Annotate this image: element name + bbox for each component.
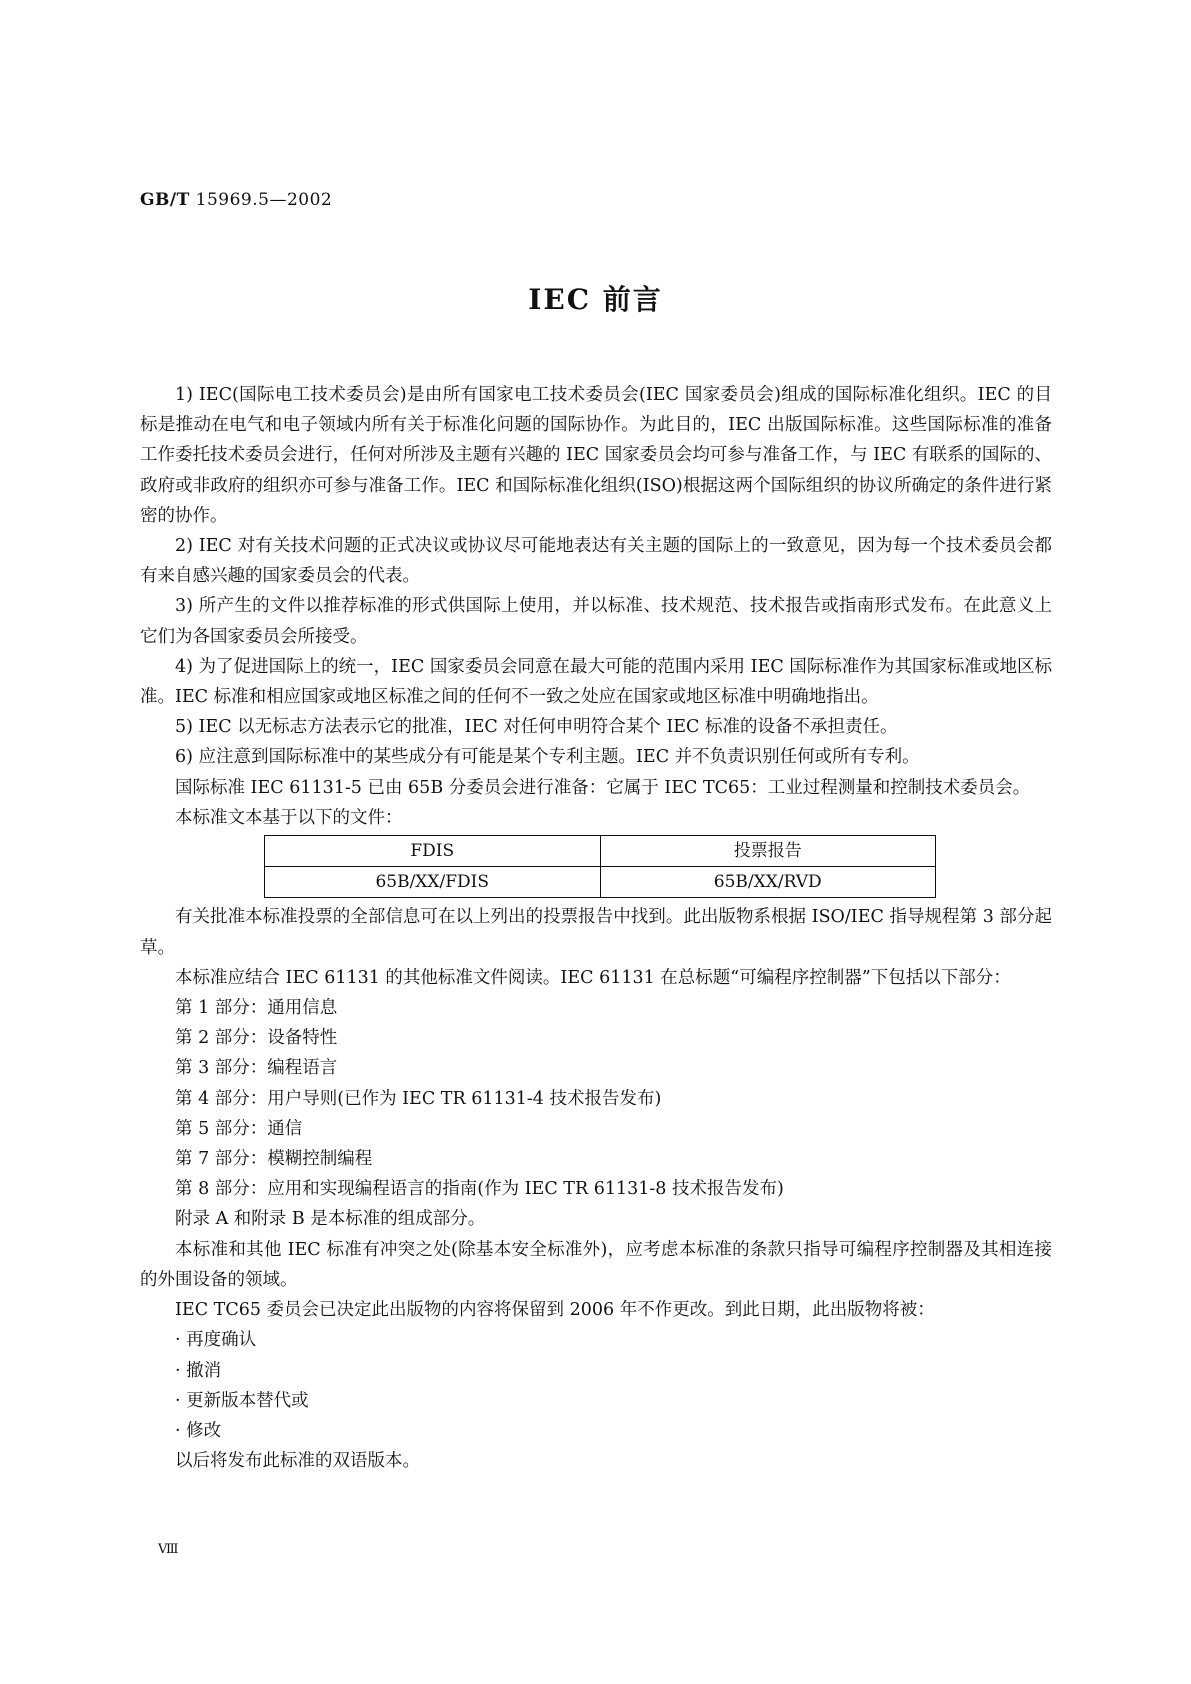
annex-paragraph: 附录 A 和附录 B 是本标准的组成部分。: [175, 1209, 486, 1230]
clause-6: 6) 应注意到国际标准中的某些成分有可能是某个专利主题。IEC 并不负责识别任何或所有专利。: [175, 747, 920, 768]
clause-3: 3) 所产生的文件以推荐标准的形式供国际上使用，并以标准、技术规范、技术报告或指南形式发布。在此意义上它们为各国家委员会所接受。: [140, 596, 1052, 647]
table-cell-fdis: 65B/XX/FDIS: [265, 867, 601, 898]
voting-info-paragraph: 有关批准本标准投票的全部信息可在以上列出的投票报告中找到。此出版物系根据 ISO/IEC 指导规程第 3 部分起草。: [140, 907, 1052, 958]
part-list-item: 第 5 部分：通信: [175, 1118, 303, 1139]
clause-4: 4) 为了促进国际上的统一，IEC 国家委员会同意在最大可能的范围内采用 IEC 国际标准作为其国家标准或地区标准。IEC 标准和相应国家或地区标准之间的任何不一致之处应在国家或地区标准中明确地指出。: [140, 656, 1052, 708]
bullet-item: · 修改: [175, 1420, 222, 1441]
bullet-item: · 更新版本替代或: [175, 1390, 309, 1411]
documents-intro: 本标准文本基于以下的文件：: [175, 807, 403, 828]
bilingual-note: 以后将发布此标准的双语版本。: [175, 1451, 420, 1472]
clause-1: 1) IEC(国际电工技术委员会)是由所有国家电工技术委员会(IEC 国家委员会)组成的国际标准化组织。IEC 的目标是推动在电气和电子领域内所有关于标准化问题的国际协作。为此目的，IEC 出版国际标准。这些国际标准的准备工作委托技术委员会进行，任何对所涉及主题有兴趣的 IEC 国家委员会均可参与准备工作，与 IEC 有联系的国际的、政府或非政府的组织亦可参与准备工作。IEC 和国际标准化组织(ISO)根据这两个国际组织的协议所确定的条件进行紧密的协作。: [140, 385, 1052, 526]
bullet-item: · 再度确认: [175, 1330, 257, 1351]
part-list-item: 第 3 部分：编程语言: [175, 1058, 338, 1079]
standard-number-header: [140, 190, 332, 210]
conflict-paragraph: 本标准和其他 IEC 标准有冲突之处(除基本安全标准外)，应考虑本标准的条款只指导可编程序控制器及其相连接的外围设备的领域。: [140, 1239, 1052, 1290]
documents-table: [264, 835, 936, 898]
page-title: IEC 前言: [528, 283, 663, 316]
preparation-paragraph: 国际标准 IEC 61131-5 已由 65B 分委员会进行准备：它属于 IEC TC65：工业过程测量和控制技术委员会。: [175, 777, 1031, 798]
table-cell-rvd: 65B/XX/RVD: [600, 867, 936, 898]
table-header-fdis: FDIS: [265, 836, 601, 867]
bullet-item: · 撤消: [175, 1360, 222, 1381]
table-row: [265, 867, 936, 898]
standard-number: 15969.5—2002: [195, 190, 333, 210]
part-list-item: 第 8 部分：应用和实现编程语言的指南(作为 IEC TR 61131-8 技术报告发布): [175, 1179, 784, 1200]
table-header-row: [265, 836, 936, 867]
table-header-voting-report: 投票报告: [600, 836, 936, 867]
standard-prefix: GB/T: [140, 190, 190, 210]
page-number: Ⅷ: [158, 1542, 179, 1557]
clause-2: 2) IEC 对有关技术问题的正式决议或协议尽可能地表达有关主题的国际上的一致意见，因为每一个技术委员会都有来自感兴趣的国家委员会的代表。: [140, 536, 1052, 587]
part-list-item: 第 4 部分：用户导则(已作为 IEC TR 61131-4 技术报告发布): [175, 1088, 662, 1109]
part-list-item: 第 1 部分：通用信息: [175, 998, 338, 1019]
document-body: [140, 380, 1052, 1476]
clause-5: 5) IEC 以无标志方法表示它的批准，IEC 对任何申明符合某个 IEC 标准的设备不承担责任。: [175, 717, 898, 738]
part-list-item: 第 7 部分：模糊控制编程: [175, 1149, 373, 1170]
part-list-item: 第 2 部分：设备特性: [175, 1028, 338, 1049]
stability-paragraph: IEC TC65 委员会已决定此出版物的内容将保留到 2006 年不作更改。到此日期，此出版物将被：: [175, 1300, 935, 1321]
parts-intro-paragraph: 本标准应结合 IEC 61131 的其他标准文件阅读。IEC 61131 在总标题“可编程序控制器”下包括以下部分：: [175, 967, 1011, 988]
